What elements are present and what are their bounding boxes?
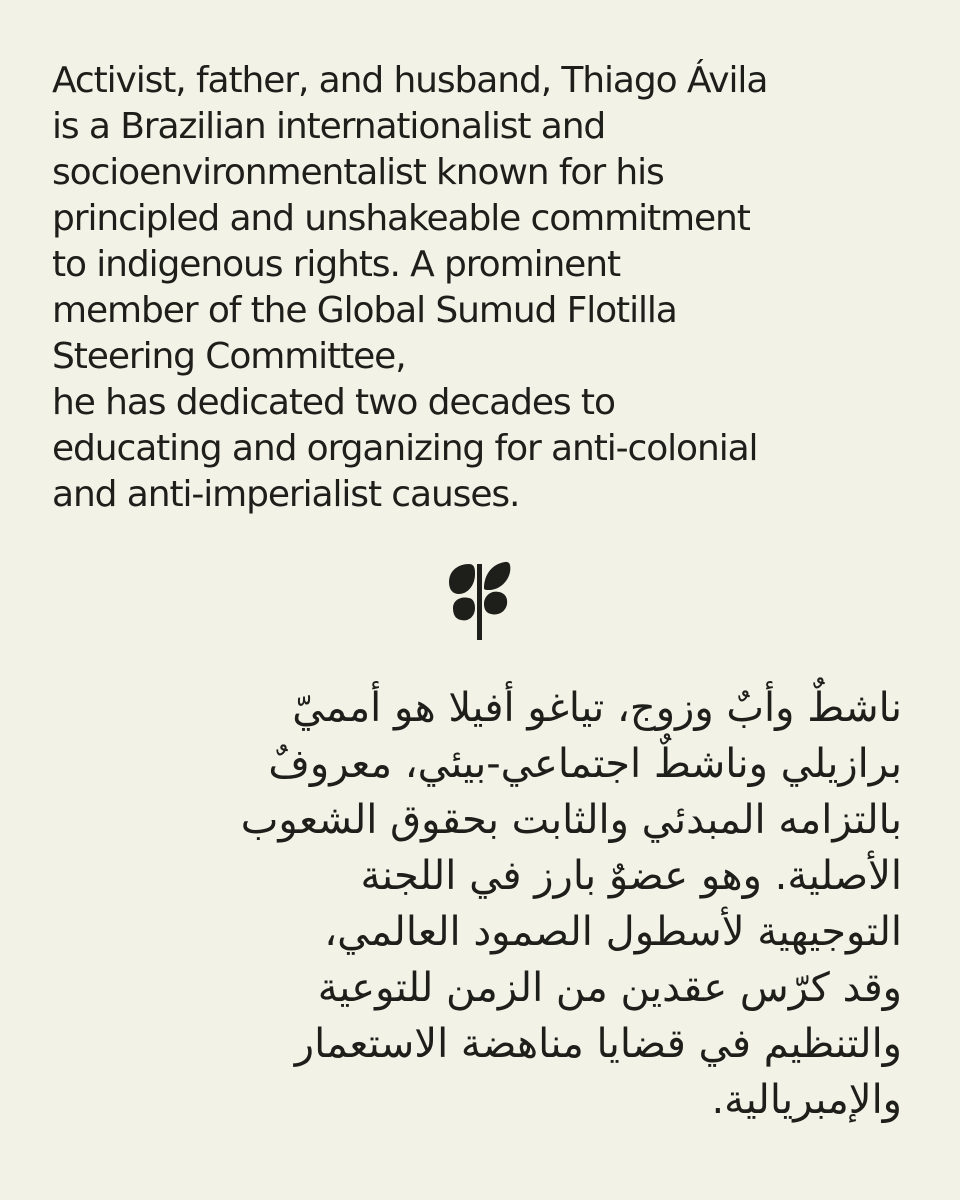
arabic-line: برازيلي وناشطٌ اجتماعي-بيئي، معروفٌ: [268, 741, 902, 787]
sprout-leaves-icon: [447, 560, 513, 642]
english-line: Activist, father, and husband, Thiago Ávila: [52, 60, 768, 101]
english-line: educating and organizing for anti-colonial: [52, 428, 758, 469]
arabic-line: ناشطٌ وأبٌ وزوج، تياغو أفيلا هو أمميّ: [292, 685, 902, 731]
english-line: member of the Global Sumud Flotilla: [52, 290, 677, 331]
english-line: to indigenous rights. A prominent: [52, 244, 620, 285]
english-bio-paragraph: [52, 58, 872, 518]
arabic-line: والتنظيم في قضايا مناهضة الاستعمار: [294, 1021, 902, 1067]
english-line: is a Brazilian internationalist and: [52, 106, 606, 147]
english-line: principled and unshakeable commitment: [52, 198, 750, 239]
arabic-bio-paragraph: [102, 680, 902, 1128]
arabic-line: الأصلية. وهو عضوٌ بارز في اللجنة: [360, 853, 902, 899]
arabic-line: والإمبريالية.: [711, 1077, 902, 1123]
arabic-line: وقد كرّس عقدين من الزمن للتوعية: [317, 965, 902, 1011]
english-line: Steering Committee,: [52, 336, 406, 377]
english-line: and anti-imperialist causes.: [52, 474, 520, 515]
arabic-line: بالتزامه المبدئي والثابت بحقوق الشعوب: [240, 797, 902, 843]
english-line: he has dedicated two decades to: [52, 382, 615, 423]
english-line: socioenvironmentalist known for his: [52, 152, 664, 193]
arabic-line: التوجيهية لأسطول الصمود العالمي،: [324, 909, 902, 955]
